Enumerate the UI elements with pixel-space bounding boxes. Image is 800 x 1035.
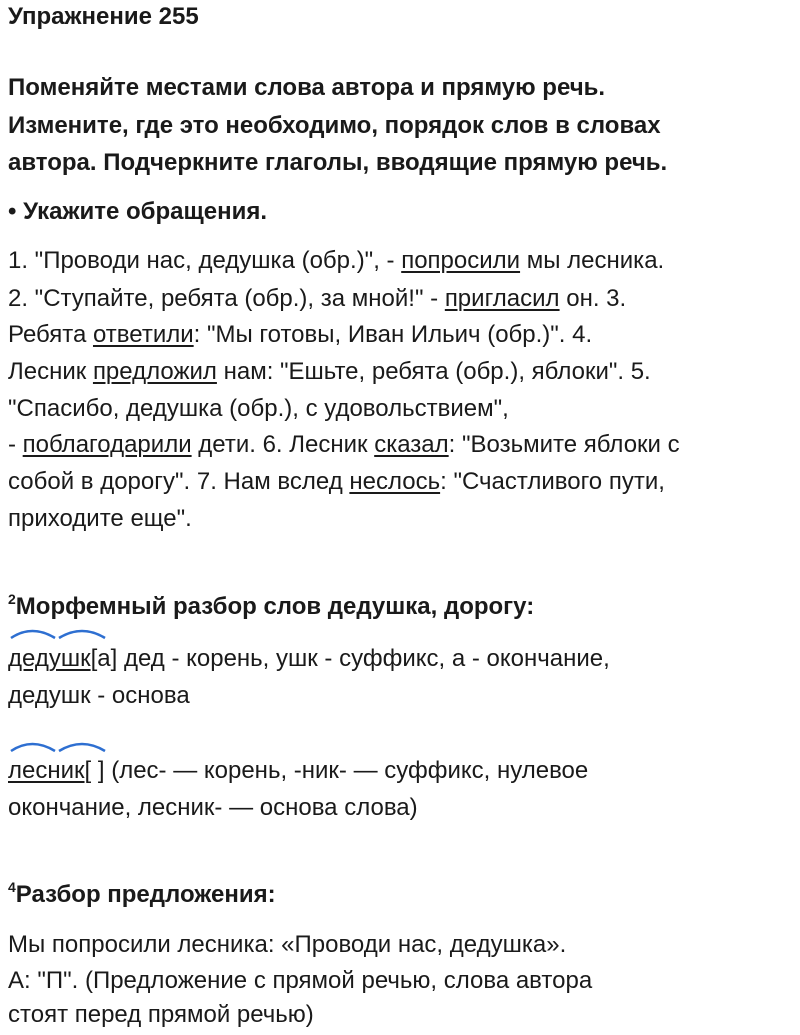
- answer-line-2: [8, 284, 626, 314]
- answer-text: мы лесника.: [520, 247, 665, 274]
- task-line-2: Измените, где это необходимо, порядок слов в словах: [8, 112, 661, 139]
- morph-heading-text: Морфемный разбор слов дедушка, дорогу:: [15, 593, 535, 620]
- verb-underlined: ответили: [92, 321, 194, 348]
- answer-text: : "Возьмите яблоки с: [448, 431, 680, 458]
- morph-word-1-line-2: дедушк - основа: [8, 682, 190, 709]
- answer-line-8: приходите еще".: [8, 505, 192, 532]
- verb-underlined: пригласил: [444, 285, 560, 312]
- syntax-line-1: Мы попросили лесника: «Проводи нас, дедушка».: [8, 931, 567, 958]
- word-stem: дедушк: [8, 645, 91, 672]
- morpheme-arcs-icon: [8, 737, 118, 757]
- morph-word-1: [8, 644, 610, 674]
- answer-text: : "Мы готовы, Иван Ильич (обр.)". 4.: [193, 321, 593, 348]
- morpheme-arcs-icon: [8, 624, 118, 644]
- syntax-heading: [8, 880, 276, 912]
- answer-text: -: [8, 431, 23, 458]
- syntax-line-2: А: "П". (Предложение с прямой речью, слова автора: [8, 967, 593, 994]
- answer-text: дети. 6. Лесник: [191, 431, 375, 458]
- answer-line-6: [8, 430, 680, 460]
- verb-underlined: неслось: [349, 468, 441, 495]
- morph-word-2: [8, 756, 588, 786]
- answer-text: : "Счастливого пути,: [440, 468, 665, 495]
- answer-line-3: [8, 320, 592, 350]
- answer-text: 1. "Проводи нас, дедушка (обр.)", -: [8, 247, 402, 274]
- word-stem: лесник: [8, 757, 85, 784]
- answer-text: нам: "Ешьте, ребята (обр.), яблоки". 5.: [216, 358, 651, 385]
- morph-text: дед - корень, ушк - суффикс, а - окончание,: [117, 645, 610, 672]
- answer-line-5: "Спасибо, дедушка (обр.), с удовольствием",: [8, 395, 509, 422]
- footnote-marker: 2: [8, 591, 16, 607]
- task-line-3: автора. Подчеркните глаголы, вводящие прямую речь.: [8, 149, 668, 176]
- answer-line-4: [8, 357, 651, 387]
- verb-underlined: предложил: [92, 358, 217, 385]
- answer-text: собой в дорогу". 7. Нам вслед: [8, 468, 350, 495]
- answer-text: Лесник: [8, 358, 93, 385]
- morph-text: (лес- — корень, -ник- — суффикс, нулевое: [104, 757, 589, 784]
- verb-underlined: сказал: [374, 431, 449, 458]
- morph-heading: [8, 592, 534, 624]
- verb-underlined: попросили: [401, 247, 521, 274]
- answer-text: 2. "Ступайте, ребята (обр.), за мной!" -: [8, 285, 445, 312]
- answer-text: Ребята: [8, 321, 93, 348]
- answer-line-1: [8, 246, 664, 276]
- answer-line-7: [8, 467, 665, 497]
- footnote-marker: 4: [8, 879, 16, 895]
- syntax-line-3: стоят перед прямой речью): [8, 1001, 314, 1028]
- answer-text: он. 3.: [559, 285, 627, 312]
- task-line-1: Поменяйте местами слова автора и прямую речь.: [8, 74, 606, 101]
- verb-underlined: поблагодарили: [22, 431, 192, 458]
- task-bullet: • Укажите обращения.: [8, 198, 267, 225]
- syntax-heading-text: Разбор предложения:: [15, 881, 276, 908]
- exercise-title: Упражнение 255: [8, 3, 199, 30]
- word-ending: [а]: [90, 645, 118, 672]
- morph-word-2-line-2: окончание, лесник- — основа слова): [8, 794, 418, 821]
- word-ending: [ ]: [84, 757, 105, 784]
